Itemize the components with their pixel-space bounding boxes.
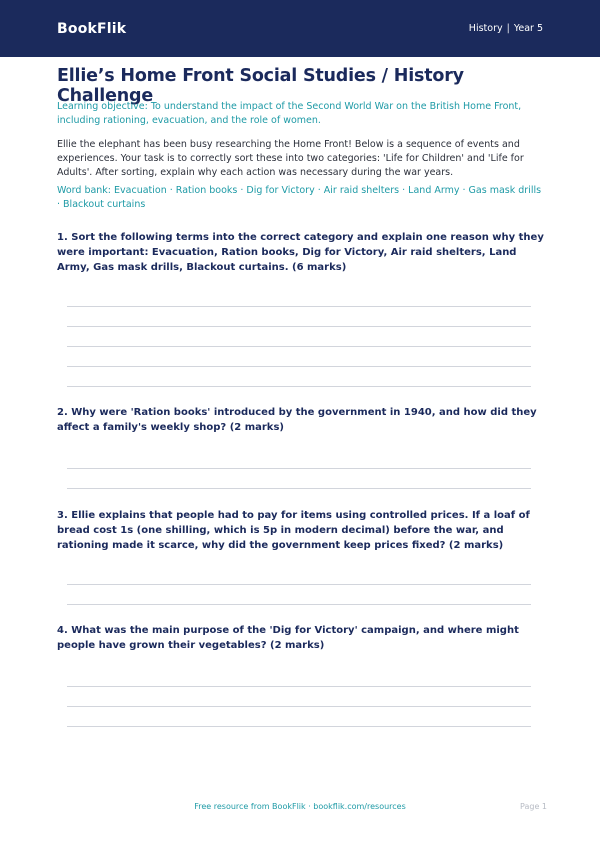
question-1: 1. Sort the following terms into the correct category and explain one reason why they were important: Evacuation, Ration books, Dig for Victory, Air raid shelters, Land Army, Gas mask drills, Blackout curtains. (6 marks) (57, 232, 544, 273)
answer-line[interactable] (67, 306, 531, 307)
subject-breadcrumb (469, 23, 543, 34)
answer-line[interactable] (67, 726, 531, 727)
answer-line[interactable] (67, 488, 531, 489)
page-number: Page 1 (520, 802, 547, 811)
brand-logo: BookFlik (57, 20, 127, 37)
word-bank: Word bank: Evacuation · Ration books · Dig for Victory · Air raid shelters · Land Army · Gas mask drills · Blackout curtains (57, 185, 542, 210)
intro-paragraph: Ellie the elephant has been busy researching the Home Front! Below is a sequence of events and experiences. Your task is to correctly sort these into two categories: 'Life for Children' and 'Life for Adults'. After sorting, explain why each action was necessary during the war years. (57, 139, 524, 178)
answer-line[interactable] (67, 468, 531, 469)
breadcrumb-separator: | (506, 23, 510, 34)
subject-label: History (468, 23, 503, 34)
question-3: 3. Ellie explains that people had to pay for items using controlled prices. If a loaf of bread cost 1s (one shilling, which is 5p in modern decimal) before the war, and rationing made it scarce, why did the government keep prices fixed? (2 marks) (57, 510, 530, 551)
question-4: 4. What was the main purpose of the 'Dig for Victory' campaign, and where might people have grown their vegetables? (2 marks) (57, 625, 519, 651)
answer-line[interactable] (67, 706, 531, 707)
answer-line[interactable] (67, 346, 531, 347)
page-header (0, 0, 600, 57)
question-2: 2. Why were 'Ration books' introduced by the government in 1940, and how did they affect a family's weekly shop? (2 marks) (57, 407, 537, 433)
answer-line[interactable] (67, 604, 531, 605)
page-title: Ellie’s Home Front Social Studies / History Challenge (57, 66, 464, 106)
answer-line[interactable] (67, 584, 531, 585)
answer-line[interactable] (67, 366, 531, 367)
answer-line[interactable] (67, 386, 531, 387)
year-label: Year 5 (513, 23, 543, 34)
answer-line[interactable] (67, 326, 531, 327)
footer-link[interactable]: Free resource from BookFlik · bookflik.com/resources (194, 802, 406, 811)
answer-line[interactable] (67, 686, 531, 687)
learning-objective: Learning objective: To understand the impact of the Second World War on the British Home Front, including rationing, evacuation, and the role of women. (57, 101, 522, 126)
